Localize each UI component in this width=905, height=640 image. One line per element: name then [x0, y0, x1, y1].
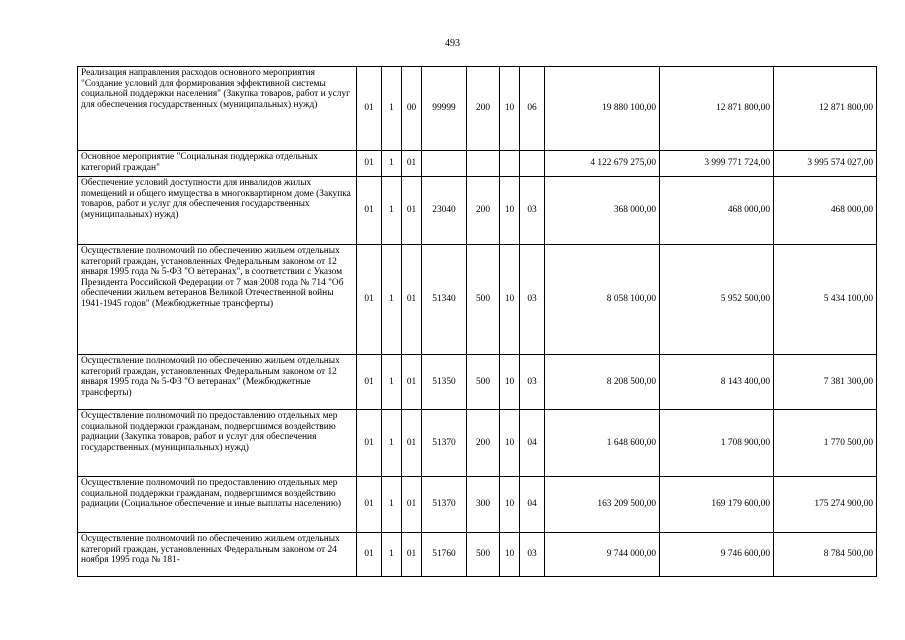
cell-amount-1: 4 122 679 275,00 [545, 151, 660, 177]
cell-amount-3: 468 000,00 [774, 177, 877, 245]
cell-code-4 [422, 151, 467, 177]
cell-amount-1: 163 209 500,00 [545, 477, 660, 533]
cell-code-3: 01 [402, 477, 422, 533]
cell-code-6: 10 [500, 245, 520, 355]
cell-code-5: 500 [467, 245, 500, 355]
cell-code-7: 03 [520, 533, 545, 577]
cell-code-4: 51340 [422, 245, 467, 355]
cell-code-6 [500, 151, 520, 177]
cell-code-6: 10 [500, 355, 520, 410]
row-description: Основное мероприятие "Социальная поддержка отдельных категорий граждан" [78, 151, 357, 177]
row-description: Осуществление полномочий по обеспечению жильем отдельных категорий граждан, установленных Федеральным законом от 12 января 1995 года № 5-ФЗ "О ветеранах", в соответствии с Указом Президента Российской Федерации от 7 мая 2008 года № 714 "Об обеспечении жильем ветеранов Великой Отечественной войны 1941-1945 годов" (Межбюджетные трансферты) [78, 245, 357, 355]
cell-amount-1: 19 880 100,00 [545, 67, 660, 151]
row-description: Осуществление полномочий по предоставлению отдельных мер социальной поддержки гражданам, подвергшимся воздействию радиации (Социальное обеспечение и иные выплаты населению) [78, 477, 357, 533]
cell-amount-2: 5 952 500,00 [660, 245, 774, 355]
cell-code-2: 1 [382, 477, 402, 533]
cell-amount-1: 8 058 100,00 [545, 245, 660, 355]
cell-code-4: 51760 [422, 533, 467, 577]
cell-code-3: 01 [402, 533, 422, 577]
cell-code-1: 01 [357, 67, 382, 151]
cell-code-2: 1 [382, 151, 402, 177]
cell-amount-3: 175 274 900,00 [774, 477, 877, 533]
cell-amount-3: 5 434 100,00 [774, 245, 877, 355]
cell-code-5: 300 [467, 477, 500, 533]
table-row [78, 245, 877, 355]
cell-amount-2: 468 000,00 [660, 177, 774, 245]
table-row [78, 67, 877, 151]
table-row [78, 355, 877, 410]
cell-code-5: 500 [467, 355, 500, 410]
cell-amount-3: 7 381 300,00 [774, 355, 877, 410]
cell-code-1: 01 [357, 410, 382, 477]
cell-code-3: 01 [402, 151, 422, 177]
cell-amount-2: 169 179 600,00 [660, 477, 774, 533]
cell-amount-1: 368 000,00 [545, 177, 660, 245]
cell-code-6: 10 [500, 410, 520, 477]
cell-code-3: 01 [402, 410, 422, 477]
cell-code-2: 1 [382, 533, 402, 577]
table-row [78, 177, 877, 245]
cell-code-7: 04 [520, 477, 545, 533]
cell-amount-3: 12 871 800,00 [774, 67, 877, 151]
row-description: Осуществление полномочий по обеспечению жильем отдельных категорий граждан, установленных Федеральным законом от 12 января 1995 года № 5-ФЗ "О ветеранах" (Межбюджетные трансферты) [78, 355, 357, 410]
cell-code-3: 01 [402, 355, 422, 410]
cell-code-7: 03 [520, 177, 545, 245]
cell-code-1: 01 [357, 177, 382, 245]
table-row [78, 410, 877, 477]
table-row [78, 477, 877, 533]
cell-code-3: 01 [402, 177, 422, 245]
page-number: 493 [445, 38, 460, 49]
cell-code-5: 200 [467, 67, 500, 151]
cell-amount-2: 3 999 771 724,00 [660, 151, 774, 177]
cell-code-2: 1 [382, 410, 402, 477]
cell-code-2: 1 [382, 355, 402, 410]
cell-amount-3: 3 995 574 027,00 [774, 151, 877, 177]
cell-code-3: 01 [402, 245, 422, 355]
cell-code-5 [467, 151, 500, 177]
cell-amount-1: 9 744 000,00 [545, 533, 660, 577]
table-row [78, 151, 877, 177]
cell-code-7: 03 [520, 355, 545, 410]
cell-amount-2: 9 746 600,00 [660, 533, 774, 577]
cell-code-4: 51370 [422, 477, 467, 533]
cell-code-1: 01 [357, 533, 382, 577]
cell-code-5: 500 [467, 533, 500, 577]
cell-code-1: 01 [357, 355, 382, 410]
budget-table [77, 66, 877, 577]
row-description: Осуществление полномочий по обеспечению жильем отдельных категорий граждан, установленных Федеральным законом от 24 ноября 1995 года № 181- [78, 533, 357, 577]
cell-code-4: 51350 [422, 355, 467, 410]
cell-code-6: 10 [500, 477, 520, 533]
cell-code-7: 06 [520, 67, 545, 151]
cell-code-7 [520, 151, 545, 177]
table-row [78, 533, 877, 577]
row-description: Реализация направления расходов основного мероприятия "Создание условий для формирования эффективной системы социальной поддержки населения" (Закупка товаров, работ и услуг для обеспечения государственных (муниципальных) нужд) [78, 67, 357, 151]
cell-code-6: 10 [500, 177, 520, 245]
cell-amount-1: 8 208 500,00 [545, 355, 660, 410]
cell-code-4: 99999 [422, 67, 467, 151]
row-description: Осуществление полномочий по предоставлению отдельных мер социальной поддержки гражданам, подвергшимся воздействию радиации (Закупка товаров, работ и услуг для обеспечения государственных (муниципальных) нужд) [78, 410, 357, 477]
cell-code-2: 1 [382, 67, 402, 151]
cell-amount-1: 1 648 600,00 [545, 410, 660, 477]
cell-code-1: 01 [357, 245, 382, 355]
cell-amount-2: 12 871 800,00 [660, 67, 774, 151]
cell-amount-3: 8 784 500,00 [774, 533, 877, 577]
cell-code-5: 200 [467, 410, 500, 477]
cell-code-2: 1 [382, 245, 402, 355]
cell-code-1: 01 [357, 151, 382, 177]
cell-code-4: 23040 [422, 177, 467, 245]
row-description: Обеспечение условий доступности для инвалидов жилых помещений и общего имущества в многоквартирном доме (Закупка товаров, работ и услуг для обеспечения государственных (муниципальных) нужд) [78, 177, 357, 245]
cell-code-2: 1 [382, 177, 402, 245]
cell-amount-2: 1 708 900,00 [660, 410, 774, 477]
cell-code-3: 00 [402, 67, 422, 151]
cell-code-6: 10 [500, 67, 520, 151]
cell-code-7: 04 [520, 410, 545, 477]
cell-amount-2: 8 143 400,00 [660, 355, 774, 410]
cell-code-7: 03 [520, 245, 545, 355]
cell-amount-3: 1 770 500,00 [774, 410, 877, 477]
cell-code-6: 10 [500, 533, 520, 577]
cell-code-5: 200 [467, 177, 500, 245]
cell-code-4: 51370 [422, 410, 467, 477]
cell-code-1: 01 [357, 477, 382, 533]
